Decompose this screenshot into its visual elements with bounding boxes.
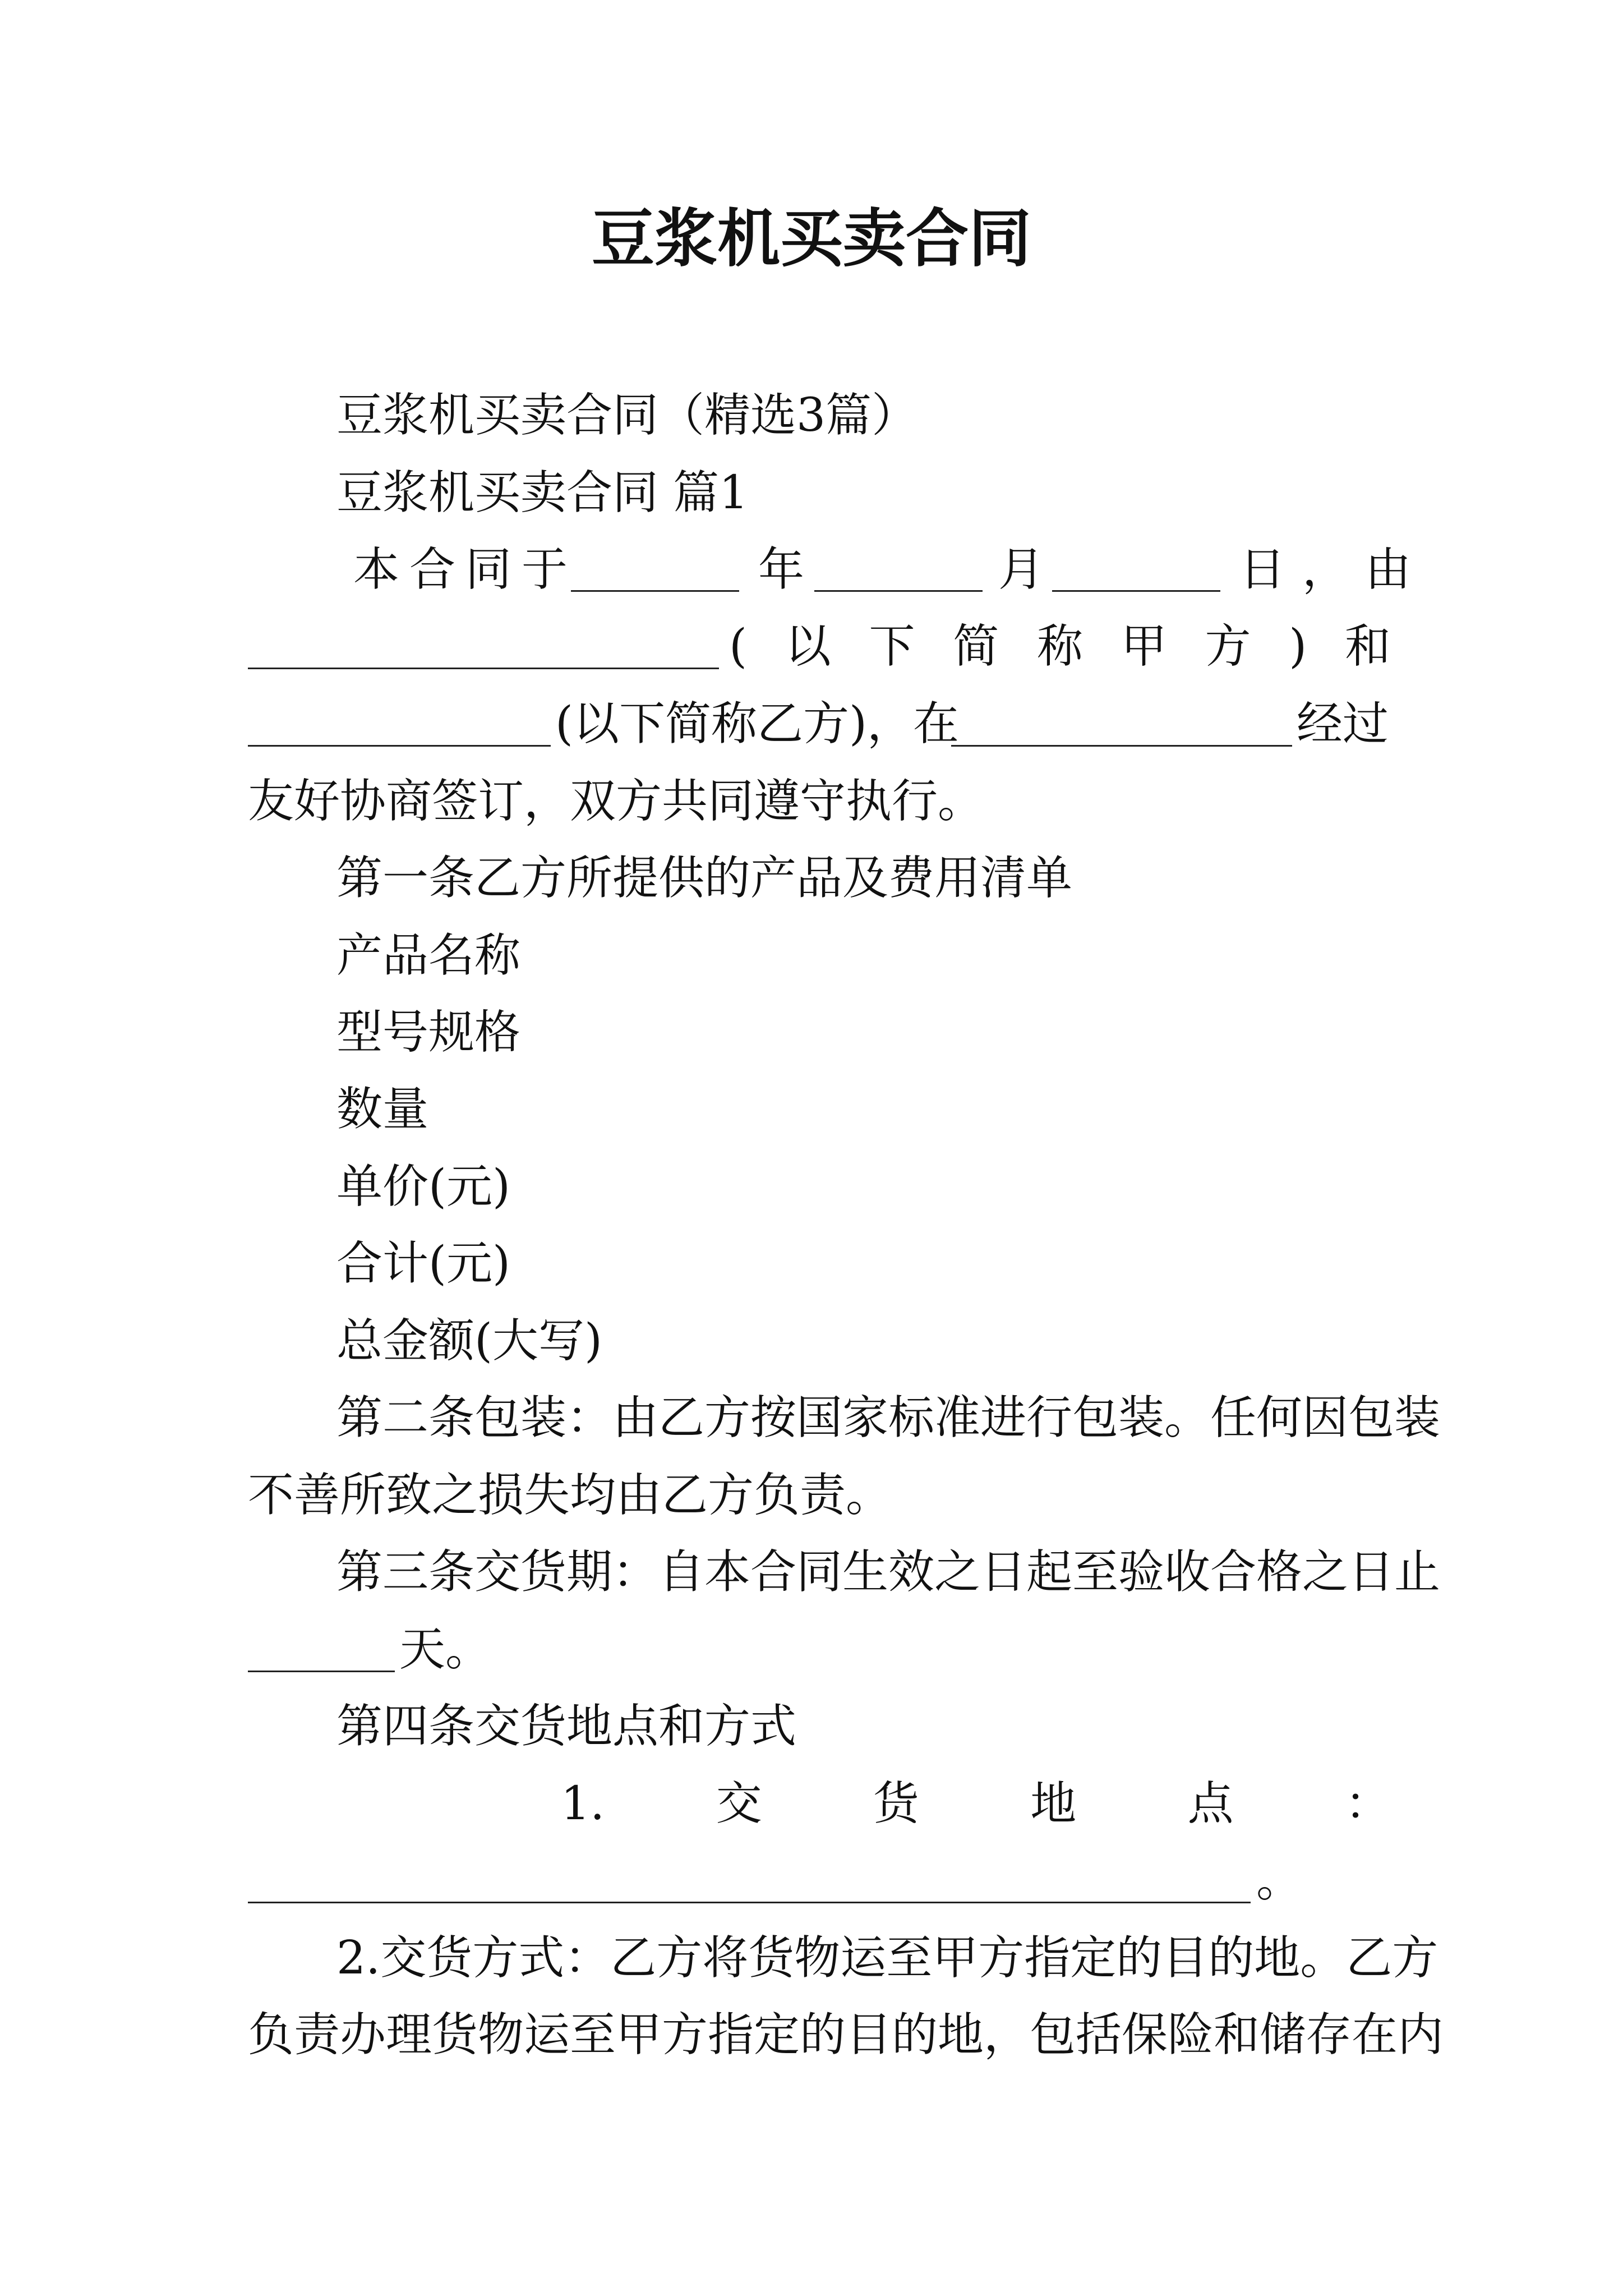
delivery-place-end: 。 — [1256, 1854, 1303, 1907]
delivery-place-char: ： — [1344, 1777, 1391, 1830]
party-a-line — [729, 620, 1391, 673]
days-blank — [248, 1671, 395, 1672]
party-a-char: ( — [729, 620, 747, 673]
total-amount-label: 总金额(大写) — [336, 1314, 602, 1368]
delivery-place-line — [561, 1777, 1391, 1830]
delivery-place-char: 货 — [873, 1777, 919, 1830]
delivery-place-blank — [248, 1902, 1251, 1903]
unit-price-label: 单价(元) — [336, 1160, 510, 1213]
party-a-char: 以 — [785, 620, 831, 673]
month-label: 月 — [998, 543, 1045, 596]
day-label: 日，由 — [1239, 543, 1428, 596]
year-label: 年 — [758, 543, 805, 596]
party-a-char: 称 — [1036, 620, 1083, 673]
subtitle: 豆浆机买卖合同（精选3篇） — [336, 389, 918, 442]
delivery-place-char: 点 — [1187, 1777, 1234, 1830]
subtotal-label: 合计(元) — [336, 1237, 510, 1290]
location-blank — [951, 745, 1292, 747]
party-a-char: 和 — [1344, 620, 1391, 673]
article2-line2: 不善所致之损失均由乙方负责。 — [248, 1469, 892, 1522]
year-blank — [571, 590, 739, 592]
article3-days: 天。 — [399, 1623, 492, 1676]
article4-heading: 第四条交货地点和方式 — [336, 1700, 797, 1753]
party-a-char: ) — [1289, 620, 1307, 673]
party-a-blank — [248, 668, 719, 669]
party-a-char: 甲 — [1121, 620, 1167, 673]
quantity-label: 数量 — [336, 1083, 429, 1136]
article1-heading: 第一条乙方所提供的产品及费用清单 — [336, 852, 1073, 905]
model-spec-label: 型号规格 — [336, 1006, 521, 1059]
delivery-place-char: 交 — [716, 1777, 762, 1830]
delivery-method-line2: 负责办理货物运至甲方指定的目的地，包括保险和储存在内 — [248, 2008, 1444, 2062]
section-heading: 豆浆机买卖合同 篇1 — [336, 466, 749, 519]
delivery-method-line1: 2.交货方式：乙方将货物运至甲方指定的目的地。乙方 — [336, 1931, 1438, 1985]
party-a-char: 方 — [1205, 620, 1251, 673]
month-blank — [814, 590, 983, 592]
party-b-text: (以下简称乙方)，在 — [555, 697, 959, 751]
article2-line1: 第二条包装：由乙方按国家标准进行包装。任何因包装 — [336, 1391, 1441, 1444]
party-a-char: 下 — [869, 620, 915, 673]
intro-prefix: 本合同于 — [353, 543, 578, 596]
delivery-place-char: 地 — [1030, 1777, 1077, 1830]
party-a-char: 简 — [953, 620, 999, 673]
product-name-label: 产品名称 — [336, 929, 521, 982]
location-suffix: 经过 — [1297, 697, 1389, 751]
intro-closing: 友好协商签订，双方共同遵守执行。 — [248, 775, 984, 828]
document-title: 豆浆机买卖合同 — [592, 202, 1031, 275]
day-blank — [1052, 590, 1220, 592]
article3-line1: 第三条交货期：自本合同生效之日起至验收合格之日止 — [336, 1545, 1441, 1599]
party-b-blank — [248, 745, 551, 747]
delivery-place-char: 1. — [561, 1777, 605, 1830]
